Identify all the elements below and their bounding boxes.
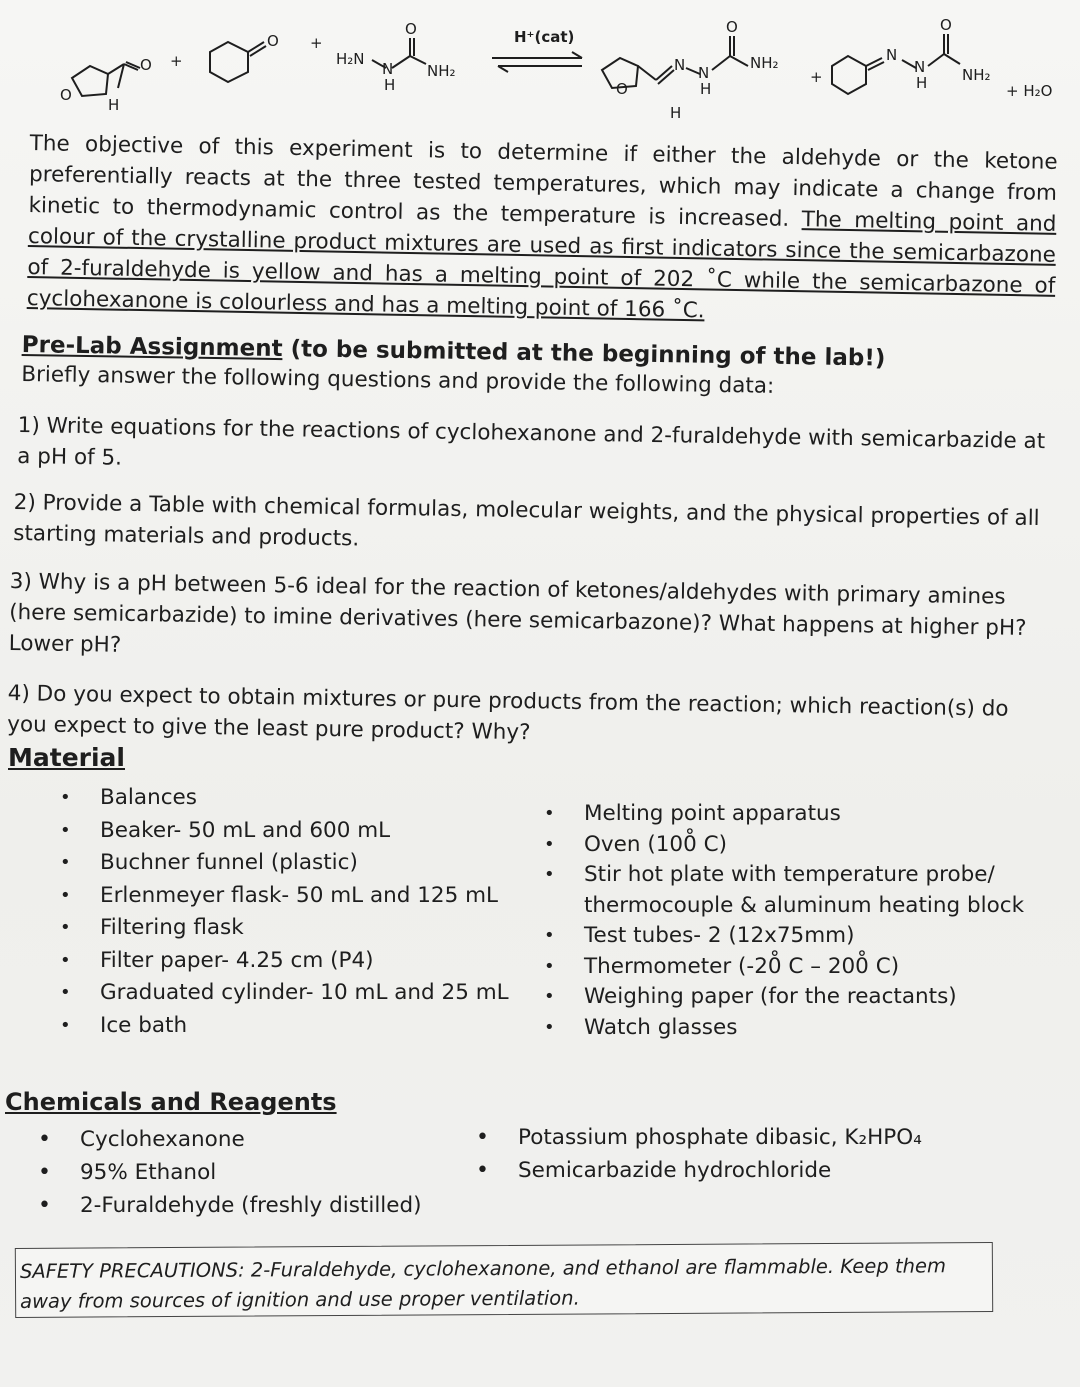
list-item: • 95% Ethanol bbox=[80, 1157, 422, 1190]
bullet: • bbox=[544, 986, 555, 1007]
question-3: 3) Why is a pH between 5-6 ideal for the reaction of ketones/aldehydes with primary amines (here semicarbazide) to imine derivatives (here semicarbazone)? What happens at higher pH? Lower pH? bbox=[8, 568, 1027, 658]
reaction-scheme-drawing bbox=[30, 8, 1070, 128]
h-label-1: H bbox=[384, 76, 396, 94]
list-item: • Graduated cylinder- 10 mL and 25 mL bbox=[100, 977, 509, 1010]
chemicals-heading: Chemicals and Reagents bbox=[5, 1088, 337, 1116]
bullet: • bbox=[60, 949, 71, 971]
o-label-ring-1: O bbox=[60, 86, 72, 104]
list-item: • Semicarbazide hydrochloride bbox=[518, 1155, 922, 1188]
semicarbazide-h2n: H₂N bbox=[336, 50, 365, 68]
o-label-2: O bbox=[267, 32, 279, 50]
bullet: • bbox=[60, 787, 71, 808]
list-item: • Filter paper- 4.25 cm (P4) bbox=[100, 945, 509, 978]
bullet: • bbox=[38, 1193, 51, 1218]
bullet: • bbox=[38, 1160, 51, 1185]
safety-text: SAFETY PRECAUTIONS: 2-Furaldehyde, cyclohexanone, and ethanol are flammable. Keep them away from sources of ignition and use proper ventilation. bbox=[19, 1254, 946, 1313]
bullet: • bbox=[544, 864, 555, 885]
list-item: • Oven (100̊ C) bbox=[584, 829, 1024, 860]
bullet: • bbox=[544, 925, 555, 946]
material-list-left bbox=[60, 782, 509, 1042]
plus-1: + bbox=[170, 52, 183, 70]
list-item: • Potassium phosphate dibasic, K₂HPO₄ bbox=[518, 1122, 922, 1155]
catalyst-label: H⁺(cat) bbox=[514, 28, 575, 46]
prelab-title-suffix: (to be submitted at the beginning of the lab!) bbox=[282, 336, 886, 372]
question-2: 2) Provide a Table with chemical formulas, molecular weights, and the physical properties of all starting materials and products. bbox=[13, 489, 1040, 552]
bullet: • bbox=[476, 1158, 489, 1183]
question-1: 1) Write equations for the reactions of cyclohexanone and 2-furaldehyde with semicarbazide at a pH of 5. bbox=[17, 412, 1046, 471]
list-item: • Thermometer (-20̊ C – 200̊ C) bbox=[584, 951, 1024, 982]
n-label-2: N bbox=[674, 56, 686, 74]
list-item: • 2-Furaldehyde (freshly distilled) bbox=[80, 1190, 422, 1223]
melting-point-note: The melting point and colour of the crystalline product mixtures are used as first indicators since the semicarbazone of 2-furaldehyde is yellow and has a melting point of 202 ˚C while the semicarbazone of cyclohexanone is colourless and has a melting point of 166 ˚C. bbox=[26, 207, 1057, 324]
n-label-3: N bbox=[698, 64, 710, 82]
bullet: • bbox=[38, 1127, 51, 1152]
list-item: • Weighing paper (for the reactants) bbox=[584, 981, 1024, 1012]
h-label-4: H bbox=[916, 74, 928, 92]
nh2-label-2: NH₂ bbox=[750, 54, 779, 72]
bullet: • bbox=[544, 1016, 555, 1038]
bullet: • bbox=[544, 803, 555, 824]
o-label-1: O bbox=[140, 56, 152, 74]
objective-text: The objective of this experiment is to determine if either the aldehyde or the ketone preferentially reacts at the three tested temperatures, which may indicate a change from kinetic to thermodynamic control as the temperature is increased. bbox=[28, 130, 1058, 232]
chemicals-list-left bbox=[38, 1124, 422, 1223]
material-heading: Material bbox=[8, 743, 125, 772]
safety-precautions-box bbox=[15, 1242, 993, 1318]
plus-2: + bbox=[310, 34, 323, 52]
bullet: • bbox=[476, 1125, 489, 1150]
list-item: thermocouple & aluminum heating block bbox=[584, 892, 1025, 918]
chemicals-list-right bbox=[476, 1122, 922, 1188]
bullet: • bbox=[60, 917, 71, 938]
list-item: • Cyclohexanone bbox=[80, 1124, 422, 1157]
list-item: • Balances bbox=[100, 782, 509, 815]
water-label: + H₂O bbox=[1006, 82, 1053, 100]
nh2-label-1: NH₂ bbox=[427, 62, 456, 80]
n-label-5: N bbox=[914, 58, 926, 76]
list-item: • Beaker- 50 mL and 600 mL bbox=[100, 815, 509, 848]
objective-paragraph bbox=[27, 128, 1058, 333]
reaction-scheme bbox=[30, 8, 1070, 128]
bullet: • bbox=[60, 884, 71, 906]
nh2-label-3: NH₂ bbox=[962, 66, 991, 84]
bullet: • bbox=[544, 833, 555, 855]
bullet: • bbox=[60, 852, 71, 873]
list-item: • Ice bath bbox=[100, 1010, 509, 1043]
bullet: • bbox=[60, 819, 71, 841]
list-item: • Watch glasses bbox=[584, 1012, 1024, 1043]
prelab-intro: Briefly answer the following questions and provide the following data: bbox=[21, 361, 775, 399]
list-item: • Filtering flask bbox=[100, 912, 509, 945]
prelab-section bbox=[21, 330, 1062, 406]
list-item: • Stir hot plate with temperature probe/ bbox=[584, 859, 1024, 890]
bullet: • bbox=[60, 982, 71, 1003]
list-item: • Test tubes- 2 (12x75mm) bbox=[584, 920, 1024, 951]
n-label-4: N bbox=[886, 46, 898, 64]
question-4: 4) Do you expect to obtain mixtures or pure products from the reaction; which reaction(s) do you expect to give the least pure product? Why? bbox=[7, 680, 1009, 746]
bullet: • bbox=[60, 1014, 71, 1036]
prelab-title: Pre-Lab Assignment bbox=[21, 331, 283, 363]
o-label-3: O bbox=[405, 20, 417, 38]
cyclohexane-ring-1 bbox=[210, 42, 248, 82]
o-label-4: O bbox=[726, 18, 738, 36]
list-item: • Erlenmeyer flask- 50 mL and 125 mL bbox=[100, 880, 509, 913]
aldehyde-h-label: H bbox=[108, 96, 120, 114]
cyclohexane-ring-2 bbox=[832, 56, 866, 94]
material-list-right bbox=[544, 798, 1025, 1042]
plus-3: + bbox=[810, 68, 823, 86]
list-item: • Melting point apparatus bbox=[584, 798, 1024, 829]
h-label-3: H bbox=[700, 80, 712, 98]
list-item: • Buchner funnel (plastic) bbox=[100, 847, 509, 880]
o-label-5: O bbox=[940, 16, 952, 34]
bullet: • bbox=[544, 955, 555, 977]
o-label-ring-2: O bbox=[616, 80, 628, 98]
furan-ring-1 bbox=[72, 66, 108, 96]
n-label-1: N bbox=[382, 60, 394, 78]
h-label-2: H bbox=[670, 104, 682, 122]
